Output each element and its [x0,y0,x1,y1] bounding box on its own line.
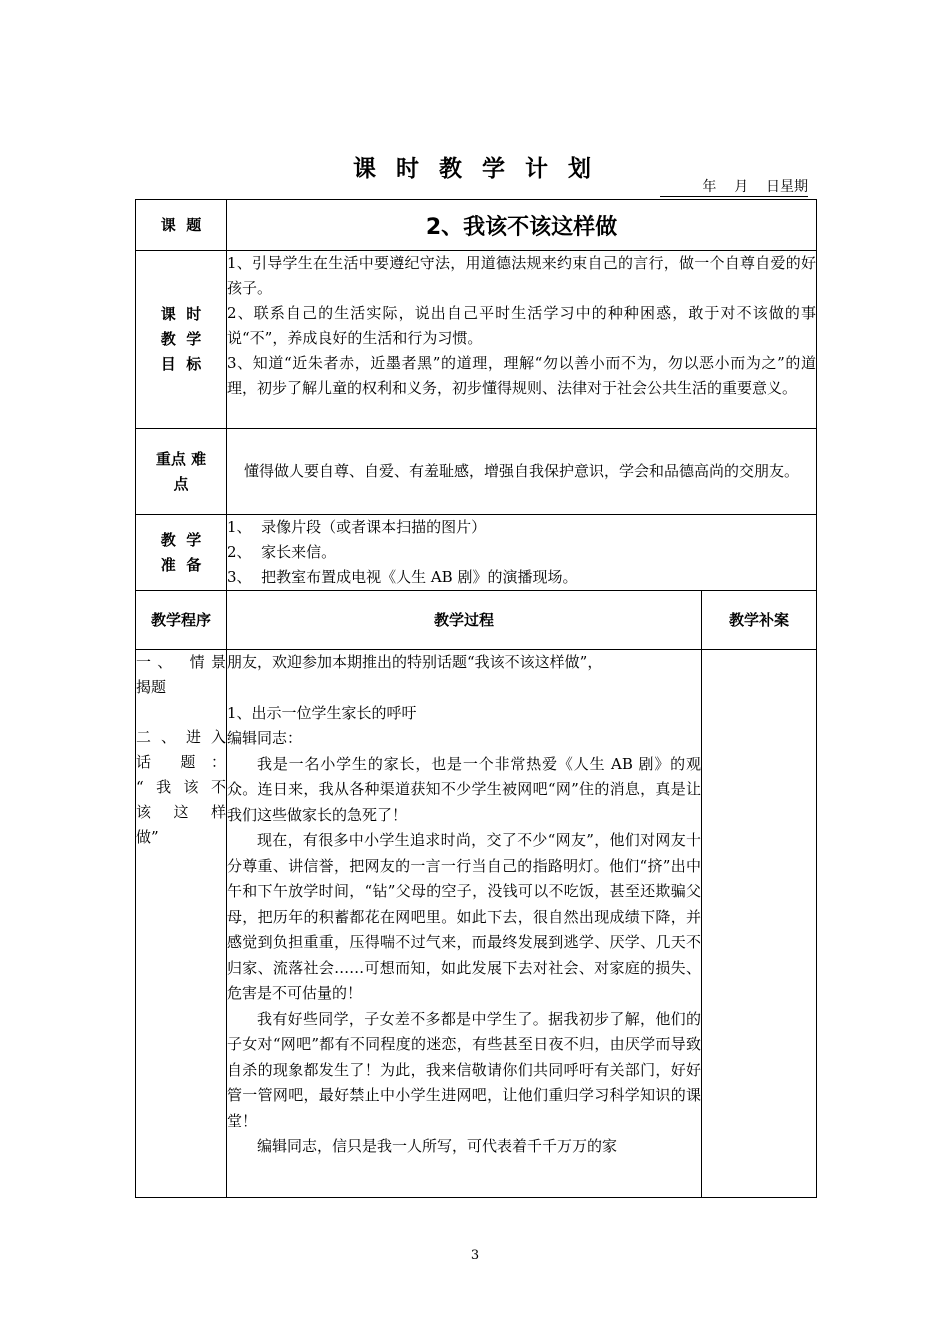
procedure-row [136,650,817,1198]
key-points-row [136,429,817,515]
column-header-process: 教学过程 [227,591,702,650]
topic-row [136,200,817,251]
letter-paragraph: 我是一名小学生的家长，也是一个非常热爱《人生 AB 剧》的观众。连日来，我从各种渠道获知不少学生被网吧“网”住的消息，真是让我们这些做家长的急死了！ [227,754,701,824]
page-title: 课 时 教 学 计 划 [352,156,598,182]
preparation-row [136,515,817,591]
letter-paragraph: 编辑同志，信只是我一人所写，可代表着千千万万的家 [257,1137,618,1155]
step-line: 该 这 样 [136,803,226,821]
goals-label [136,251,227,429]
topic-value: 2、我该不该这样做 [227,200,817,251]
preparation-item: 2、 家长来信。 [227,543,337,561]
procedure-process [227,650,702,1198]
preparation-content [227,515,817,591]
page-number: 3 [470,1248,480,1263]
preparation-item: 3、 把教室布置成电视《人生 AB 剧》的演播现场。 [227,568,578,586]
step-line: 二、进入 [136,728,226,746]
key-points-label [136,429,227,515]
procedure-supplement [702,650,817,1198]
date-line: 年 月 日星期 [660,176,808,197]
step-line: 话 题 ： [136,753,226,771]
step-line: “我该不 [136,778,226,796]
column-header-row [136,591,817,650]
goals-label-line: 目 标 [160,355,202,373]
key-points-content: 懂得做人要自尊、自爱、有羞耻感，增强自我保护意识，学会和品德高尚的交朋友。 [227,429,817,515]
goals-label-line: 教 学 [160,330,202,348]
letter-paragraph: 我有好些同学，子女差不多都是中学生了。据我初步了解，他们的子女对“网吧”都有不同程度的迷恋，有些甚至日夜不归，由厌学而导致自杀的现象都发生了！为此，我来信敬请你们共同呼吁有关部门，好好管一管网吧，最好禁止中小学生进网吧，让他们重归学习科学知识的课堂！ [227,1009,701,1130]
letter-salutation: 编辑同志： [227,729,303,747]
column-header-supplement: 教学补案 [702,591,817,650]
goals-row [136,251,817,429]
preparation-label [136,515,227,591]
goal-item: 3、知道“近朱者赤，近墨者黑”的道理，理解“勿以善小而不为，勿以恶小而为之”的道理，初步了解儿童的权利和义务，初步懂得规则、法律对于社会公共生活的重要意义。 [227,354,816,397]
preparation-label-line: 准 备 [160,555,202,574]
step-line: 做” [136,828,159,846]
goal-item: 1、引导学生在生活中要遵纪守法，用道德法规来约束自己的言行，做一个自尊自爱的好孩子。 [227,254,816,297]
key-points-label-line: 点 [173,474,189,493]
preparation-item: 1、 录像片段（或者课本扫描的图片） [227,518,487,536]
column-header-program: 教学程序 [136,591,227,650]
process-item: 1、出示一位学生家长的呼吁 [227,703,417,722]
process-intro: 朋友，欢迎参加本期推出的特别话题“我该不该这样做”， [227,653,603,671]
topic-label: 课 题 [136,200,227,251]
preparation-label-line: 教 学 [160,530,202,549]
key-points-label-line: 重点 难 [155,449,207,468]
goals-content [227,251,817,429]
step-line: 揭题 [136,678,167,696]
goals-label-line: 课 时 [160,305,202,323]
procedure-steps [136,650,227,1198]
lesson-plan-table [135,199,817,1198]
goal-item: 2、联系自己的生活实际，说出自己平时生活学习中的种种困惑，敢于对不该做的事说“不”，养成良好的生活和行为习惯。 [227,304,816,347]
step-line: 一、 情景 [136,653,226,671]
letter-paragraph: 现在，有很多中小学生追求时尚，交了不少“网友”，他们对网友十分尊重、讲信誉，把网友的一言一行当自己的指路明灯。他们“挤”出中午和下午放学时间，“钻”父母的空子，没钱可以不吃饭，甚至还欺骗父母，把历年的积蓄都花在网吧里。如此下去，很自然出现成绩下降，并感觉到负担重重，压得喘不过气来，而最终发展到逃学、厌学、几天不归家、流落社会……可想而知，如此发展下去对社会、对家庭的损失、危害是不可估量的！ [227,831,701,1002]
